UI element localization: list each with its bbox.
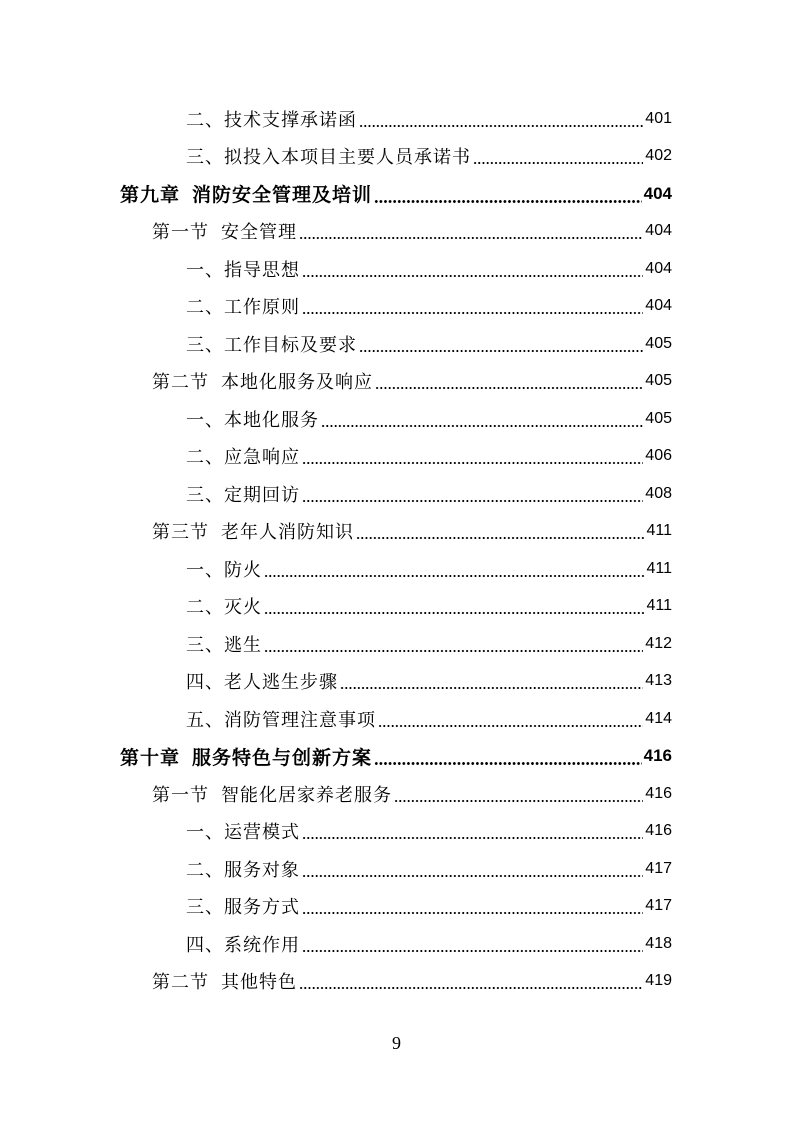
toc-entry[interactable] <box>0 475 793 513</box>
toc-leader-dots <box>302 875 643 877</box>
toc-entry-title <box>152 218 297 244</box>
toc-entry[interactable] <box>0 813 793 851</box>
toc-entry-text: 安全管理 <box>221 222 297 244</box>
toc-entry-text: 消防安全管理及培训 <box>192 184 373 207</box>
toc-entry-number: 三、 <box>186 147 224 169</box>
toc-entry-page: 405 <box>645 334 672 352</box>
toc-chapter-entry[interactable] <box>0 738 793 776</box>
toc-leader-dots <box>302 312 643 314</box>
toc-leader-dots <box>374 762 642 765</box>
toc-entry-title <box>186 593 262 619</box>
toc-entry-text: 技术支撑承诺函 <box>224 109 357 131</box>
toc-entry-text: 智能化居家养老服务 <box>221 784 392 806</box>
toc-entry-title <box>186 706 376 732</box>
toc-entry-text: 工作原则 <box>224 297 300 319</box>
toc-entry-page: 401 <box>645 109 672 127</box>
toc-entry-text: 运营模式 <box>224 822 300 844</box>
toc-entry-page: 404 <box>645 222 672 240</box>
toc-entry-title <box>152 968 297 994</box>
toc-entry-number: 三、 <box>186 484 224 506</box>
toc-entry-page: 416 <box>645 784 672 802</box>
toc-leader-dots <box>302 462 643 464</box>
toc-leader-dots <box>359 350 643 352</box>
toc-entry-page: 411 <box>646 522 672 540</box>
toc-entry-title <box>186 856 300 882</box>
toc-entry-title <box>186 931 300 957</box>
toc-entry[interactable] <box>0 925 793 963</box>
toc-entry-text: 老人逃生步骤 <box>224 672 338 694</box>
toc-entry-title <box>186 293 300 319</box>
toc-entry-number: 四、 <box>186 934 224 956</box>
toc-entry-page: 402 <box>645 147 672 165</box>
toc-entry-title <box>186 443 300 469</box>
toc-entry-page: 412 <box>645 634 672 652</box>
toc-entry-number: 三、 <box>186 334 224 356</box>
toc-entry-title <box>186 331 357 357</box>
toc-entry-number: 一、 <box>186 559 224 581</box>
toc-entry-text: 拟投入本项目主要人员承诺书 <box>224 147 471 169</box>
toc-entry-title <box>120 743 372 770</box>
toc-entry-number: 二、 <box>186 859 224 881</box>
toc-entry-title <box>186 631 262 657</box>
toc-entry-number: 第三节 <box>152 522 209 544</box>
toc-entry-page: 411 <box>646 597 672 615</box>
toc-section-entry[interactable] <box>0 513 793 551</box>
toc-entry-number: 五、 <box>186 709 224 731</box>
toc-entry-title <box>186 556 262 582</box>
toc-entry[interactable] <box>0 325 793 363</box>
toc-leader-dots <box>375 387 643 389</box>
toc-entry-text: 灭火 <box>224 597 262 619</box>
toc-entry[interactable] <box>0 700 793 738</box>
toc-entry-page: 418 <box>645 934 672 952</box>
toc-entry-number: 第二节 <box>152 372 209 394</box>
toc-leader-dots <box>299 237 643 239</box>
toc-entry-page: 404 <box>645 297 672 315</box>
toc-entry-page: 406 <box>645 447 672 465</box>
toc-entry-number: 三、 <box>186 634 224 656</box>
toc-leader-dots <box>302 500 643 502</box>
toc-entry-title <box>120 180 372 207</box>
toc-entry-number: 第九章 <box>120 184 181 207</box>
toc-leader-dots <box>302 275 643 277</box>
toc-entry-number: 第一节 <box>152 222 209 244</box>
toc-entry[interactable] <box>0 250 793 288</box>
toc-chapter-entry[interactable] <box>0 175 793 213</box>
table-of-contents <box>0 100 793 1000</box>
toc-entry-page: 404 <box>643 183 672 203</box>
toc-entry-page: 411 <box>646 559 672 577</box>
toc-entry-text: 老年人消防知识 <box>221 522 354 544</box>
toc-entry-title <box>186 406 319 432</box>
toc-leader-dots <box>340 687 643 689</box>
toc-entry-title <box>152 781 392 807</box>
toc-section-entry[interactable] <box>0 963 793 1001</box>
toc-entry-text: 服务方式 <box>224 897 300 919</box>
toc-entry[interactable] <box>0 850 793 888</box>
toc-entry-number: 一、 <box>186 409 224 431</box>
toc-entry-title <box>152 368 373 394</box>
toc-entry-page: 416 <box>645 822 672 840</box>
toc-entry-text: 本地化服务及响应 <box>221 372 373 394</box>
toc-entry[interactable] <box>0 438 793 476</box>
toc-entry-number: 一、 <box>186 259 224 281</box>
toc-entry-number: 二、 <box>186 297 224 319</box>
toc-entry-text: 应急响应 <box>224 447 300 469</box>
toc-entry-page: 404 <box>645 259 672 277</box>
toc-entry[interactable] <box>0 625 793 663</box>
toc-entry[interactable] <box>0 888 793 926</box>
toc-section-entry[interactable] <box>0 213 793 251</box>
toc-entry-number: 三、 <box>186 897 224 919</box>
page-number: 9 <box>392 1033 401 1053</box>
toc-leader-dots <box>264 575 644 577</box>
toc-entry-text: 消防管理注意事项 <box>224 709 376 731</box>
toc-entry-page: 416 <box>643 746 672 766</box>
toc-entry-text: 服务对象 <box>224 859 300 881</box>
toc-entry[interactable] <box>0 100 793 138</box>
toc-leader-dots <box>264 612 644 614</box>
toc-entry[interactable] <box>0 588 793 626</box>
toc-entry-text: 逃生 <box>224 634 262 656</box>
toc-entry-number: 二、 <box>186 447 224 469</box>
toc-entry-number: 第一节 <box>152 784 209 806</box>
toc-entry-text: 本地化服务 <box>224 409 319 431</box>
toc-entry-title <box>186 481 300 507</box>
toc-leader-dots <box>302 912 643 914</box>
toc-leader-dots <box>302 950 643 952</box>
toc-entry-title <box>186 893 300 919</box>
toc-entry-text: 防火 <box>224 559 262 581</box>
toc-leader-dots <box>299 987 643 989</box>
toc-leader-dots <box>359 125 643 127</box>
toc-entry-title <box>186 818 300 844</box>
toc-leader-dots <box>302 837 643 839</box>
toc-entry[interactable] <box>0 288 793 326</box>
toc-entry[interactable] <box>0 138 793 176</box>
toc-leader-dots <box>378 725 643 727</box>
toc-entry-page: 417 <box>645 859 672 877</box>
toc-entry[interactable] <box>0 663 793 701</box>
toc-entry-number: 二、 <box>186 597 224 619</box>
toc-entry-text: 系统作用 <box>224 934 300 956</box>
toc-entry-number: 一、 <box>186 822 224 844</box>
toc-entry-number: 第二节 <box>152 972 209 994</box>
toc-entry-page: 417 <box>645 897 672 915</box>
toc-entry-title <box>186 256 300 282</box>
toc-entry-page: 408 <box>645 484 672 502</box>
toc-entry-text: 服务特色与创新方案 <box>192 746 373 769</box>
toc-entry-page: 419 <box>645 972 672 990</box>
toc-entry-number: 第十章 <box>120 746 181 769</box>
toc-leader-dots <box>264 650 643 652</box>
toc-entry-page: 405 <box>645 409 672 427</box>
toc-section-entry[interactable] <box>0 775 793 813</box>
toc-entry-text: 其他特色 <box>221 972 297 994</box>
toc-leader-dots <box>394 800 643 802</box>
toc-entry-page: 413 <box>645 672 672 690</box>
toc-leader-dots <box>374 200 642 203</box>
toc-entry-title <box>186 668 338 694</box>
toc-entry-title <box>186 106 357 132</box>
toc-entry-text: 定期回访 <box>224 484 300 506</box>
toc-leader-dots <box>473 162 643 164</box>
toc-entry-page: 405 <box>645 372 672 390</box>
toc-entry-title <box>186 143 471 169</box>
toc-entry[interactable] <box>0 400 793 438</box>
toc-entry[interactable] <box>0 550 793 588</box>
toc-leader-dots <box>356 537 644 539</box>
toc-entry-text: 工作目标及要求 <box>224 334 357 356</box>
toc-section-entry[interactable] <box>0 363 793 401</box>
toc-entry-text: 指导思想 <box>224 259 300 281</box>
toc-entry-page: 414 <box>645 709 672 727</box>
toc-leader-dots <box>321 425 643 427</box>
toc-entry-number: 四、 <box>186 672 224 694</box>
toc-entry-number: 二、 <box>186 109 224 131</box>
toc-entry-title <box>152 518 354 544</box>
